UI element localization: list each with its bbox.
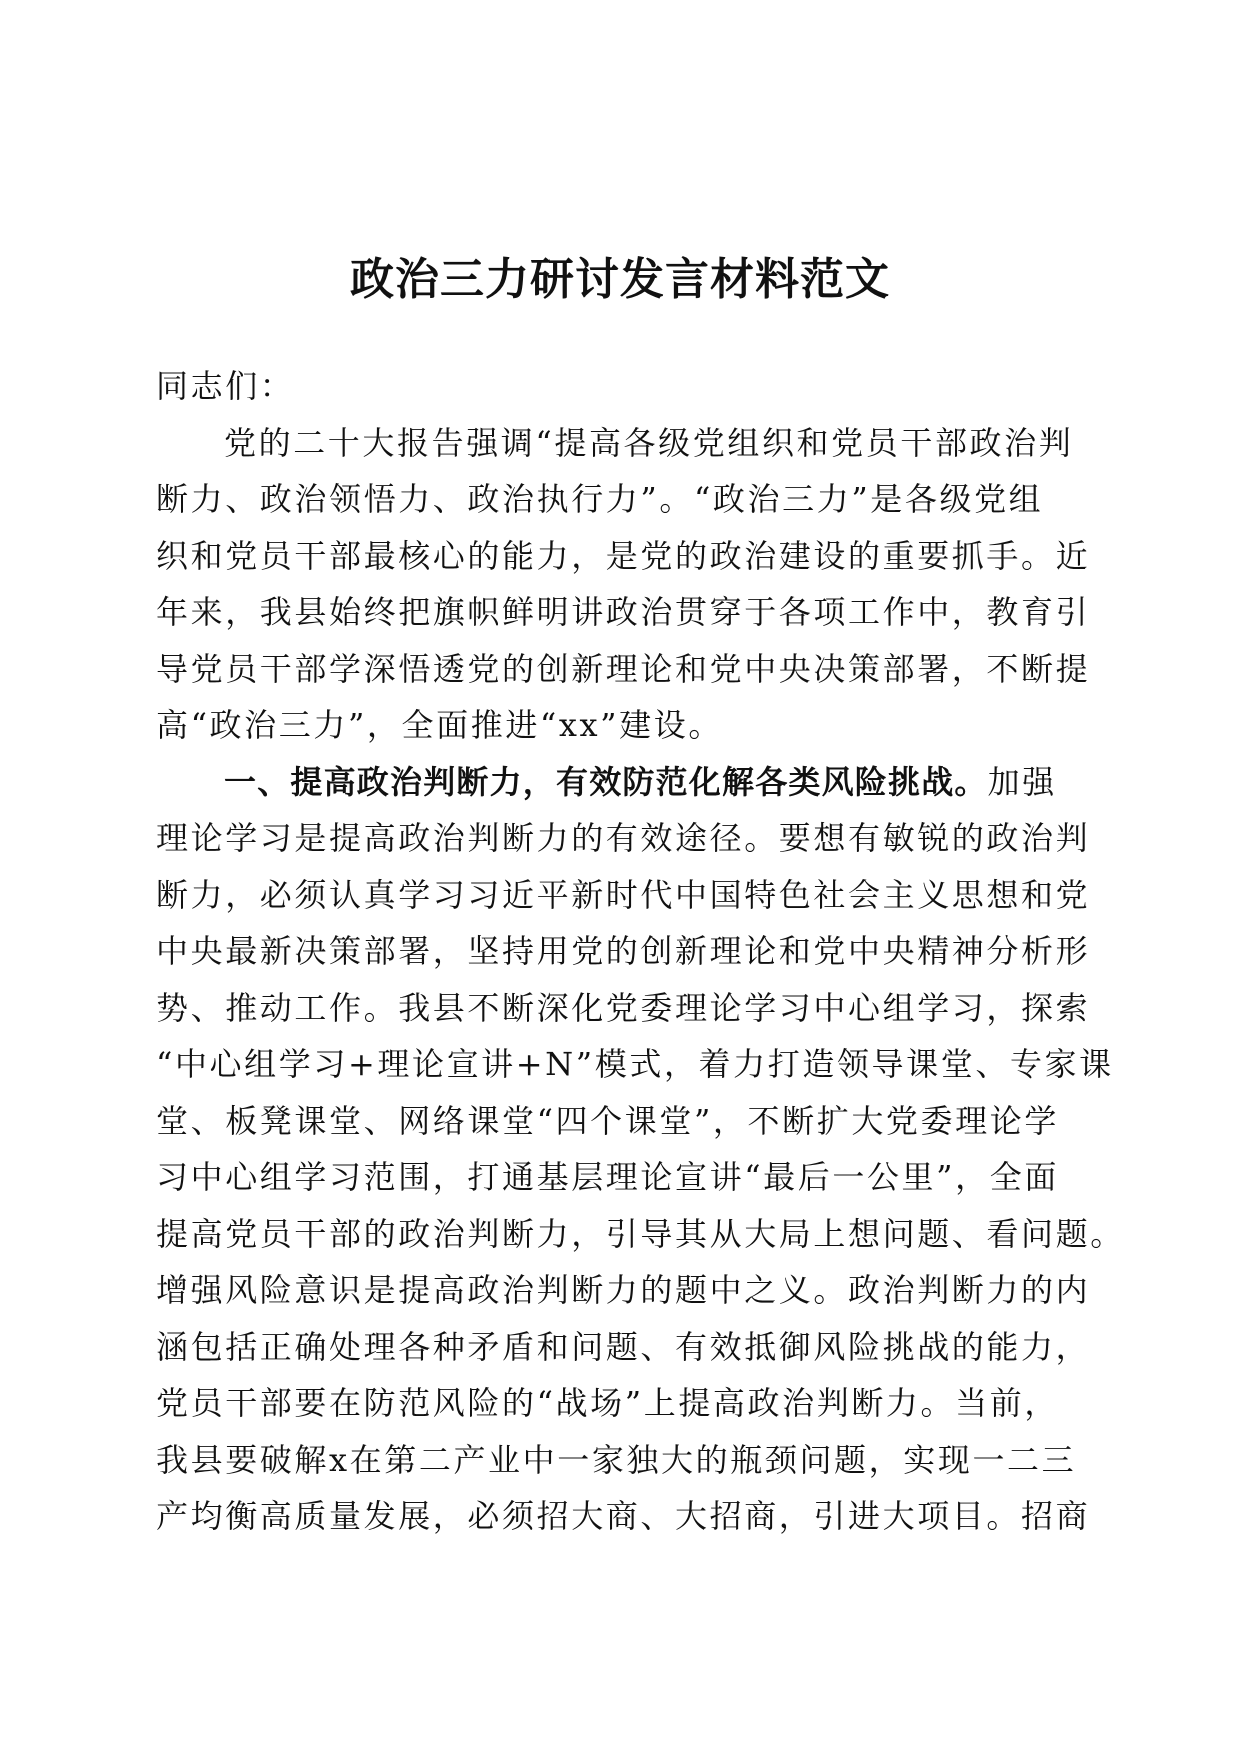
section-1-line: 党员干部要在防范风险的“战场”上提高政治判断力。当前， bbox=[156, 1384, 1059, 1422]
section-1-line: 习中心组学习范围，打通基层理论宣讲“最后一公里”，全面 bbox=[156, 1158, 1059, 1196]
section-1-line: 势、推动工作。我县不断深化党委理论学习中心组学习，探索 bbox=[156, 988, 1091, 1027]
section-1-heading: 一、提高政治判断力，有效防范化解各类风险挑战。 bbox=[224, 762, 988, 801]
document-body bbox=[156, 358, 1125, 1545]
section-1-line: 中央最新决策部署，坚持用党的创新理论和党中央精神分析形 bbox=[156, 932, 1091, 970]
section-1-line: 增强风险意识是提高政治判断力的题中之义。政治判断力的内 bbox=[156, 1271, 1091, 1309]
paragraph-1-line: 高“政治三力”，全面推进“xx”建设。 bbox=[156, 706, 723, 744]
document-title: 政治三力研讨发言材料范文 bbox=[350, 254, 890, 305]
paragraph-1-line: 导党员干部学深悟透党的创新理论和党中央决策部署，不断提 bbox=[156, 649, 1091, 688]
salutation: 同志们： bbox=[156, 367, 295, 405]
section-1-line: 我县要破解x在第二产业中一家独大的瓶颈问题，实现一二三 bbox=[156, 1440, 1077, 1479]
paragraph-1-line: 党的二十大报告强调“提高各级党组织和党员干部政治判 bbox=[224, 423, 1074, 462]
section-1-line: 产均衡高质量发展，必须招大商、大招商，引进大项目。招商 bbox=[156, 1497, 1091, 1535]
section-1-line: 断力，必须认真学习习近平新时代中国特色社会主义思想和党 bbox=[156, 875, 1091, 914]
paragraph-1-line: 断力、政治领悟力、政治执行力”。“政治三力”是各级党组 bbox=[156, 480, 1044, 518]
section-1-line: 堂、板凳课堂、网络课堂“四个课堂”，不断扩大党委理论学 bbox=[156, 1101, 1059, 1140]
section-1-first-line-text: 加强 bbox=[987, 762, 1057, 801]
section-1-line: 涵包括正确处理各种矛盾和问题、有效抵御风险挑战的能力， bbox=[156, 1327, 1091, 1366]
paragraph-1-line: 年来，我县始终把旗帜鲜明讲政治贯穿于各项工作中，教育引 bbox=[156, 593, 1091, 631]
section-1-line: “中心组学习+理论宣讲+N”模式，着力打造领导课堂、专家课 bbox=[156, 1045, 1114, 1083]
paragraph-1-line: 织和党员干部最核心的能力，是党的政治建设的重要抓手。近 bbox=[156, 536, 1091, 575]
section-1-first-line bbox=[156, 754, 1062, 811]
section-1-line: 理论学习是提高政治判断力的有效途径。要想有敏锐的政治判 bbox=[156, 819, 1091, 857]
section-1-line: 提高党员干部的政治判断力，引导其从大局上想问题、看问题。 bbox=[156, 1214, 1125, 1253]
